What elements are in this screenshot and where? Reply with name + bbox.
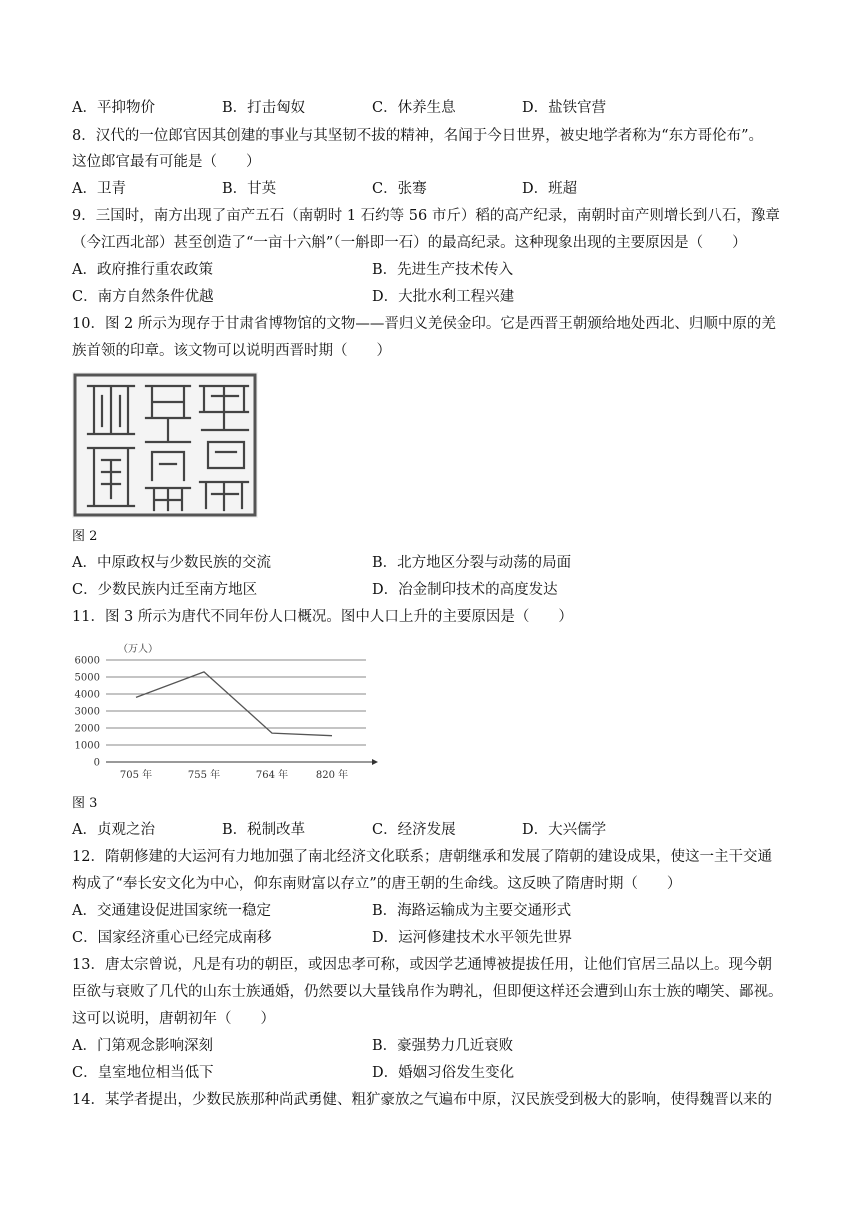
q11-stem-line-1: 11．图 3 所示为唐代不同年份人口概况。图中人口上升的主要原因是（ ） <box>72 609 573 625</box>
q12-option-a: A．交通建设促进国家统一稳定 <box>72 903 271 919</box>
q12-stem-line-2: 构成了“奉长安文化为中心，仰东南财富以存立”的唐王朝的生命线。这反映了隋唐时期（ ） <box>72 876 682 892</box>
q8-option-d: D．班超 <box>522 181 578 197</box>
figure-3-label: 图 3 <box>72 796 98 811</box>
q9-option-c: C．南方自然条件优越 <box>72 289 214 305</box>
chart-y-tick-label: 6000 <box>74 655 100 667</box>
q12-option-d: D．运河修建技术水平领先世界 <box>372 930 573 946</box>
q11-option-b: B．税制改革 <box>222 822 306 838</box>
gold-seal-image <box>72 372 258 523</box>
chart-x-tick-label: 755 年 <box>187 770 221 781</box>
q13-option-c: C．皇室地位相当低下 <box>72 1065 214 1081</box>
chart-y-tick-label: 4000 <box>74 689 100 701</box>
q9-option-b: B．先进生产技术传入 <box>372 262 514 278</box>
q13-stem-line-3: 这可以说明，唐朝初年（ ） <box>72 1011 275 1027</box>
q14-stem-line-1: 14．某学者提出，少数民族那种尚武勇健、粗犷豪放之气遍布中原，汉民族受到极大的影响，使得魏晋以来的 <box>72 1092 772 1108</box>
chart-y-tick-label: 2000 <box>74 723 100 735</box>
q8-option-a: A．卫青 <box>72 181 126 197</box>
q10-stem-line-1: 10．图 2 所示为现存于甘肃省博物馆的文物——晋归义羌侯金印。它是西晋王朝颁给地处西北、归顺中原的羌 <box>72 316 776 332</box>
q12-option-b: B．海路运输成为主要交通形式 <box>372 903 572 919</box>
q11-option-c: C．经济发展 <box>372 822 456 838</box>
q13-option-d: D．婚姻习俗发生变化 <box>372 1065 515 1081</box>
q7-option-a: A．平抑物价 <box>72 100 155 116</box>
q9-option-d: D．大批水利工程兴建 <box>372 289 515 305</box>
chart-x-axis-arrow <box>372 759 378 765</box>
population-line-chart <box>66 640 396 788</box>
q10-option-b: B．北方地区分裂与动荡的局面 <box>372 555 572 571</box>
q9-stem-line-2: （今江西北部）甚至创造了“一亩十六斛”（一斛即一石）的最高纪录。这种现象出现的主要原因是（ ） <box>72 235 747 251</box>
q10-option-d: D．冶金制印技术的高度发达 <box>372 582 558 598</box>
q10-stem-line-2: 族首领的印章。该文物可以说明西晋时期（ ） <box>72 343 391 359</box>
chart-series-line <box>136 672 332 736</box>
q7-option-d: D．盐铁官营 <box>522 100 607 116</box>
q13-stem-line-2: 臣欲与衰败了几代的山东士族通婚，仍然要以大量钱帛作为聘礼，但即便这样还会遭到山东士族的嘲笑、鄙视。 <box>72 984 783 1000</box>
chart-y-tick-label: 1000 <box>74 740 100 752</box>
chart-x-tick-label: 764 年 <box>255 770 289 781</box>
chart-y-tick-label: 0 <box>93 757 100 769</box>
chart-y-tick-label: 5000 <box>74 672 100 684</box>
q12-stem-line-1: 12．隋朝修建的大运河有力地加强了南北经济文化联系；唐朝继承和发展了隋朝的建设成果，使这一主干交通 <box>72 849 772 865</box>
q10-option-a: A．中原政权与少数民族的交流 <box>72 555 271 571</box>
q8-option-b: B．甘英 <box>222 181 277 197</box>
q9-stem-line-1: 9．三国时，南方出现了亩产五石（南朝时 1 石约等 56 市斤）稻的高产纪录，南朝时亩产则增长到八石，豫章 <box>72 208 780 224</box>
chart-y-axis-label: （万人） <box>118 644 158 655</box>
q12-option-c: C．国家经济重心已经完成南移 <box>72 930 272 946</box>
figure-2-label: 图 2 <box>72 529 98 544</box>
q13-stem-line-1: 13．唐太宗曾说，凡是有功的朝臣，或因忠孝可称，或因学艺通博被提拔任用，让他们官居三品以上。现今朝 <box>72 957 772 973</box>
chart-x-tick-label: 820 年 <box>315 770 349 781</box>
q13-option-b: B．豪强势力几近衰败 <box>372 1038 514 1054</box>
q13-option-a: A．门第观念影响深刻 <box>72 1038 213 1054</box>
chart-y-tick-label: 3000 <box>74 706 100 718</box>
q8-stem-line-2: 这位郎官最有可能是（ ） <box>72 154 261 170</box>
seal-inscription: 晋归义羌侯 <box>165 522 170 523</box>
q9-option-a: A．政府推行重农政策 <box>72 262 213 278</box>
chart-x-tick-label: 705 年 <box>119 770 153 781</box>
q11-option-d: D．大兴儒学 <box>522 822 607 838</box>
q10-option-c: C．少数民族内迁至南方地区 <box>72 582 258 598</box>
q7-option-b: B．打击匈奴 <box>222 100 306 116</box>
q8-option-c: C．张骞 <box>372 181 427 197</box>
q7-option-c: C．休养生息 <box>372 100 456 116</box>
q11-option-a: A．贞观之治 <box>72 822 155 838</box>
q8-stem-line-1: 8．汉代的一位郎官因其创建的事业与其坚韧不拔的精神，名闻于今日世界，被史地学者称为“东方哥伦布”。 <box>72 128 764 144</box>
